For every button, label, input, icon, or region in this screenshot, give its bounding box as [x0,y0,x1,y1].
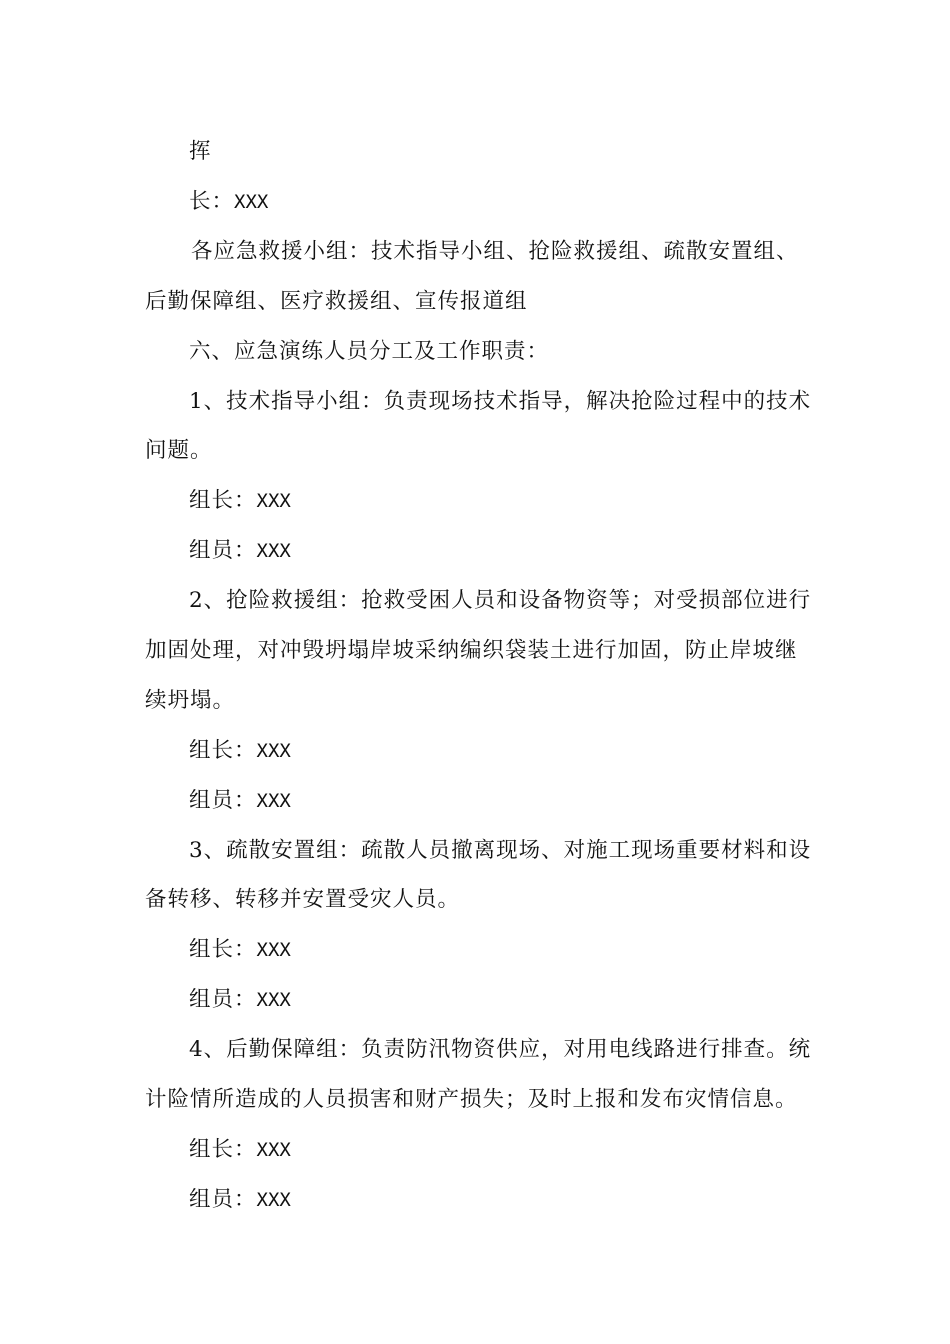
text: 各应急救援小组：技术指导小组、抢险救援组、疏散安置组、 [191,239,799,264]
commander-line [0,187,950,217]
item1-leader [0,486,950,516]
item1-line2 [0,436,950,466]
item2-line3 [0,686,950,716]
label: 组员： [189,1187,257,1212]
item4-line2 [0,1085,950,1115]
item1-line1 [0,387,950,417]
text-fragment: 挥 [189,139,212,164]
paragraph-groups-line1 [0,237,950,267]
name-value: XXX [256,1139,291,1161]
name-value: XXX [256,939,291,961]
item2-members [0,786,950,816]
text: 计险情所造成的人员损害和财产损失；及时上报和发布灾情信息。 [145,1087,798,1112]
paragraph-groups-line2 [0,287,950,317]
item4-line1 [0,1035,950,1065]
item4-leader [0,1135,950,1165]
item3-leader [0,935,950,965]
item1-members [0,536,950,566]
label: 组员： [189,987,257,1012]
item2-leader [0,736,950,766]
name-value: XXX [256,740,291,762]
text: 2、抢险救援组：抢救受困人员和设备物资等；对受损部位进行 [189,588,812,613]
text: 问题。 [145,438,213,463]
item3-line2 [0,885,950,915]
name-value: XXX [256,490,291,512]
item2-line2 [0,636,950,666]
item4-members [0,1185,950,1215]
section-heading [0,337,950,367]
name-value: XXX [234,191,269,213]
item3-members [0,985,950,1015]
label: 长： [189,189,235,214]
item3-line1 [0,836,950,866]
item2-line1 [0,586,950,616]
text: 1、技术指导小组：负责现场技术指导，解决抢险过程中的技术 [189,389,812,414]
text: 备转移、转移并安置受灾人员。 [145,887,461,912]
name-value: XXX [256,1189,291,1211]
label: 组员： [189,538,257,563]
label: 组员： [189,788,257,813]
name-value: XXX [256,989,291,1011]
label: 组长： [189,738,257,763]
text: 后勤保障组、医疗救援组、宣传报道组 [145,289,528,314]
text: 3、疏散安置组：疏散人员撤离现场、对施工现场重要材料和设 [189,838,812,863]
label: 组长： [189,488,257,513]
label: 组长： [189,1137,257,1162]
text: 续坍塌。 [145,688,236,713]
heading-text: 六、应急演练人员分工及工作职责： [189,339,550,364]
text-line-continuation [0,137,950,167]
text: 加固处理，对冲毁坍塌岸坡采纳编织袋装土进行加固，防止岸坡继 [145,638,798,663]
name-value: XXX [256,790,291,812]
text: 4、后勤保障组：负责防汛物资供应，对用电线路进行排查。统 [189,1037,812,1062]
label: 组长： [189,937,257,962]
name-value: XXX [256,540,291,562]
